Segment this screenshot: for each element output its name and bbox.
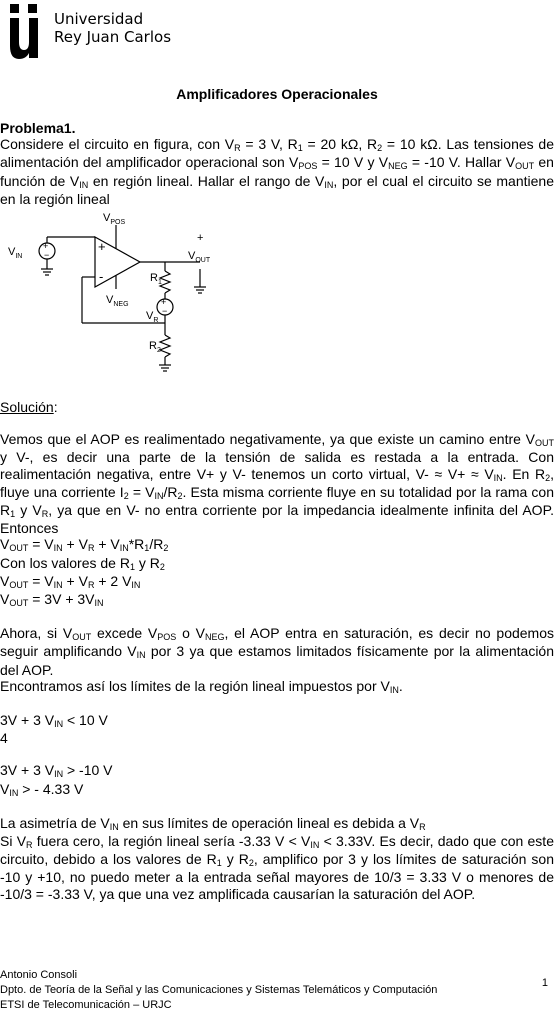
text-run: + 2 V	[94, 572, 132, 589]
equation-line	[0, 573, 554, 591]
subscript: POS	[298, 161, 318, 172]
solution-colon: :	[53, 399, 58, 416]
subscript: IN	[493, 472, 503, 483]
text-run: < 10 V	[63, 712, 108, 729]
solution-paragraph-4	[0, 815, 554, 833]
svg-text:+: +	[98, 239, 106, 255]
text-run: *R	[128, 536, 145, 553]
university-line1: Universidad	[54, 10, 144, 28]
university-header	[4, 2, 171, 60]
subscript: OUT	[9, 579, 29, 590]
subscript: IN	[389, 684, 399, 695]
text-run: , ya que en V- no entra corriente por la impedancia idealmente infinita del AOP. Entonces	[0, 502, 554, 537]
text-run: La asimetría de V	[0, 814, 110, 831]
subscript: 2	[163, 543, 169, 554]
text-run: y R	[134, 554, 160, 571]
subscript: IN	[54, 769, 64, 780]
university-logo	[4, 2, 48, 60]
subscript: IN	[9, 787, 19, 798]
r2-label: $R_2$	[149, 340, 161, 355]
svg-text:+: +	[161, 297, 167, 308]
subscript: IN	[310, 840, 320, 851]
text-run: = 20 kΩ, R	[302, 136, 378, 153]
subscript: 2	[123, 490, 129, 501]
text-run: /R	[163, 483, 178, 500]
subscript: 1	[144, 543, 150, 554]
text-run: Si V	[0, 833, 27, 850]
equations-block-2	[0, 712, 554, 746]
page-footer	[0, 968, 554, 1013]
svg-text:−: −	[162, 306, 168, 317]
equations-block-1	[0, 536, 554, 609]
text-run: > - 4.33 V	[18, 780, 84, 797]
subscript: 1	[297, 143, 303, 154]
vneg-label: $V_{NEG}$	[106, 294, 129, 309]
equation-line	[0, 781, 554, 799]
text-run: . Esta misma corriente fluye en su totalidad por la rama con R	[0, 483, 554, 519]
text-run: en región lineal. Hallar el rango de V	[88, 172, 325, 189]
vin-label: $V_{IN}$	[8, 246, 23, 261]
subscript: R	[234, 143, 241, 154]
subscript: 2	[545, 472, 551, 483]
text-run: < 3.33V. Es decir, dado que con este circuito, debido a los valores de R	[0, 833, 554, 868]
text-run: o V	[176, 625, 205, 642]
text-run: , por el cual el circuito se mantiene en la región lineal	[0, 172, 554, 207]
svg-text:+: +	[197, 232, 204, 245]
subscript: IN	[53, 543, 63, 554]
subscript: IN	[131, 579, 141, 590]
solution-paragraph-3	[0, 678, 554, 696]
solution-paragraph-2	[0, 625, 554, 678]
subscript: R	[87, 579, 95, 590]
subscript: R	[87, 543, 95, 554]
subscript: OUT	[9, 598, 29, 609]
equation-line	[0, 536, 554, 554]
footer-author: Antonio Consoli	[0, 969, 78, 981]
text-run: = 3 V, R	[240, 136, 298, 153]
text-run: , el AOP entra en saturación, es decir no podemos seguir amplificando V	[0, 625, 554, 660]
page-number: 1	[541, 977, 548, 989]
solution-paragraph-5	[0, 833, 554, 902]
text-run: fuera cero, la región lineal sería -3.33 V < V	[32, 833, 311, 850]
text-run: y V	[15, 502, 42, 519]
subscript: IN	[154, 490, 164, 501]
text-run: V	[0, 536, 10, 553]
text-run: Considere el circuito en figura, con V	[0, 136, 235, 153]
text-run: = V	[28, 536, 54, 553]
subscript: 2	[377, 143, 383, 154]
svg-text:−: −	[44, 250, 50, 261]
text-run: Ahora, si V	[0, 625, 73, 642]
subscript: OUT	[72, 632, 92, 643]
subscript: OUT	[9, 543, 29, 554]
svg-text:-: -	[99, 269, 104, 285]
text-run: por 3 ya que estamos limitados físicamente por la alimentación del AOP.	[0, 643, 554, 678]
circuit-diagram	[0, 211, 554, 393]
text-run: + V	[62, 536, 88, 553]
solution-paragraph-1	[0, 431, 554, 536]
text-run: V	[0, 780, 10, 797]
document-body	[0, 120, 554, 902]
text-run: y R	[221, 851, 249, 868]
text-run: , fluye una corriente I	[0, 465, 554, 500]
subscript: R	[419, 821, 426, 832]
subscript: POS	[157, 632, 177, 643]
text-run: Con los valores de R	[0, 554, 130, 571]
text-run: + V	[62, 572, 88, 589]
subscript: IN	[119, 543, 129, 554]
subscript: R	[41, 509, 49, 520]
subscript: NEG	[388, 161, 408, 172]
subscript: 2	[159, 561, 165, 572]
equations-block-3	[0, 762, 554, 798]
problem-statement	[0, 136, 554, 207]
equation-line	[0, 555, 554, 573]
svg-text:+: +	[43, 241, 49, 252]
r1-label: $R_1$	[150, 272, 162, 287]
vr-label: $V_R$	[146, 310, 159, 325]
text-run: . En R	[502, 465, 546, 482]
text-run: = 10 V y V	[317, 154, 389, 171]
vpos-label: $V_{POS}$	[103, 212, 126, 227]
text-run: .	[398, 677, 403, 694]
page-title: Amplificadores Operacionales	[176, 86, 378, 102]
text-run: = 10 kΩ. Las tensiones de alimentación del amplificador operacional son V	[0, 136, 554, 171]
subscript: IN	[94, 598, 104, 609]
text-run: = -10 V. Hallar V	[407, 154, 516, 171]
subscript: IN	[53, 579, 63, 590]
solution-label: Solución	[0, 399, 54, 416]
equation-line	[0, 730, 554, 746]
text-run: Encontramos así los límites de la región lineal impuestos por V	[0, 677, 390, 694]
subscript: IN	[54, 719, 64, 730]
subscript: IN	[79, 179, 89, 190]
university-line2: Rey Juan Carlos	[54, 28, 172, 46]
footer-school: ETSI de Telecomunicación – URJC	[0, 999, 172, 1011]
subscript: 1	[10, 509, 16, 520]
text-run: V	[0, 591, 10, 608]
subscript: IN	[109, 821, 119, 832]
text-run: V	[0, 572, 10, 589]
university-name	[54, 10, 171, 46]
text-run: /R	[149, 536, 164, 553]
equation-line	[0, 762, 554, 780]
subscript: OUT	[515, 161, 535, 172]
subscript: 1	[216, 858, 222, 869]
text-run: + V	[94, 536, 120, 553]
problem-heading: Problema1.	[0, 120, 76, 136]
text-run: > -10 V	[63, 762, 113, 779]
text-run: 3V + 3 V	[0, 712, 55, 729]
equation-line	[0, 591, 554, 609]
equation-line	[0, 712, 554, 730]
solution-heading	[0, 399, 554, 415]
text-run: = V	[28, 572, 54, 589]
subscript: IN	[136, 650, 146, 661]
vout-label: $V_{OUT}$	[188, 250, 211, 265]
text-run: = 3V + 3V	[28, 591, 95, 608]
text-run: 4	[0, 730, 8, 747]
subscript: NEG	[204, 632, 225, 643]
subscript: R	[26, 840, 33, 851]
text-run: en función de V	[0, 154, 554, 189]
text-run: = V	[128, 483, 155, 500]
subscript: IN	[324, 179, 334, 190]
text-run: Vemos que el AOP es realimentado negativamente, ya que existe un camino entre V	[0, 431, 535, 448]
footer-department: Dpto. de Teoría de la Señal y las Comunicaciones y Sistemas Telemáticos y Computación	[0, 984, 438, 996]
text-run: en sus límites de operación lineal es debida a V	[118, 814, 420, 831]
r2-resistor	[160, 335, 170, 357]
subscript: OUT	[535, 438, 554, 449]
text-run: y V-, es decir una parte de la tensión de salida es restada a la entrada. Con realimentación negativa, entre V+ y V- tenemos un corto virtual, V- ≈ V+ ≈ V	[0, 449, 554, 482]
text-run: excede V	[91, 625, 158, 642]
subscript: 1	[129, 561, 135, 572]
equation-line	[0, 815, 554, 833]
subscript: 2	[177, 490, 183, 501]
text-run: , amplifico por 3 y los límites de saturación son -10 y +10, no puedo meter a la entrada señal mayores de 10/3 = 3.33 V o menores de -10/3 = -3.33 V, ya que una vez amplificada causarían la saturación del AOP.	[0, 851, 554, 902]
subscript: 2	[248, 858, 254, 869]
text-run: 3V + 3 V	[0, 762, 55, 779]
